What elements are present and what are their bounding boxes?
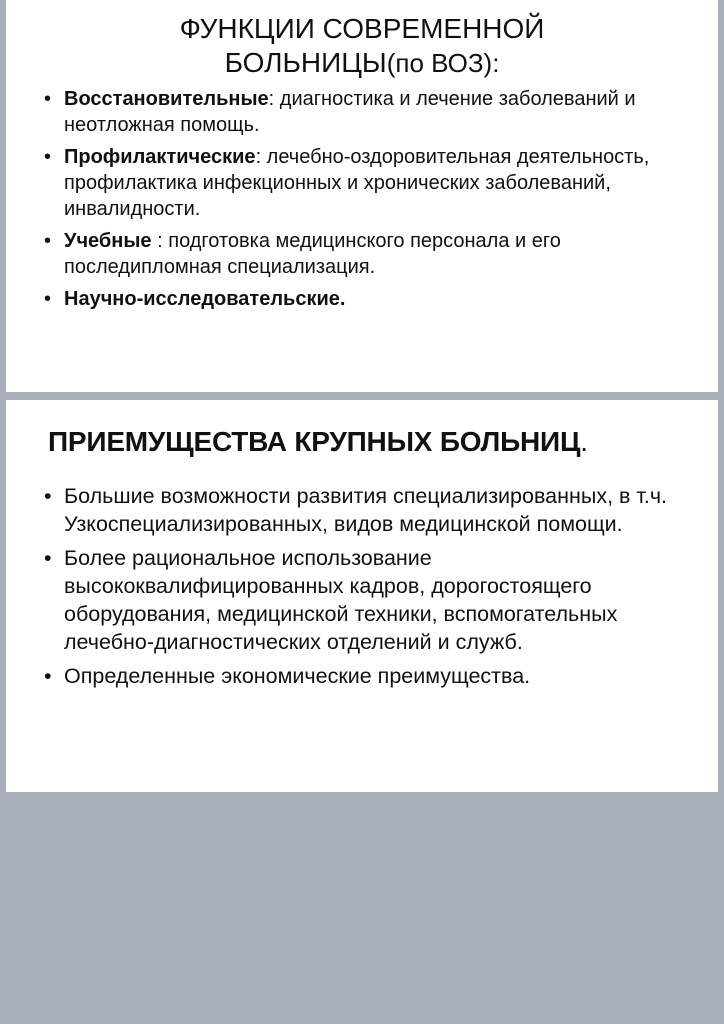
advantages-title-dot: . — [580, 426, 588, 457]
slide-advantages — [6, 400, 718, 792]
bullet-icon: • — [44, 288, 52, 310]
item-text: Большие возможности развития специализированных, в т.ч. Узкоспециализированных, видов медицинской помощи. — [64, 484, 668, 536]
bullet-icon: • — [44, 484, 52, 508]
functions-list — [6, 86, 718, 312]
list-item — [44, 144, 688, 222]
item-term: Учебные — [64, 230, 152, 252]
functions-title-paren: (по ВОЗ): — [386, 48, 500, 78]
bullet-icon: • — [44, 230, 52, 252]
advantages-list — [6, 482, 718, 690]
advantages-title-text: ПРИЕМУЩЕСТВА КРУПНЫХ БОЛЬНИЦ — [48, 426, 581, 457]
list-item — [44, 544, 688, 656]
item-text: Более рациональное использование высококвалифицированных кадров, дорогостоящего оборудования, медицинской техники, вспомогательных лечебно-диагностических отделений и служб. — [64, 546, 618, 654]
item-text: : лечебно-оздоровительная деятельность, профилактика инфекционных и хронических заболеваний, инвалидности. — [64, 146, 650, 220]
item-term: Научно-исследовательские. — [64, 288, 346, 310]
bullet-icon: • — [44, 546, 52, 570]
list-item — [44, 662, 688, 690]
item-text: : подготовка медицинского персонала и его последипломная специализация. — [64, 230, 561, 278]
item-text: : диагностика и лечение заболеваний и неотложная помощь. — [64, 88, 636, 136]
bullet-icon: • — [44, 664, 52, 688]
item-term: Восстановительные — [64, 88, 269, 110]
slide-functions — [6, 0, 718, 392]
list-item — [44, 286, 688, 312]
functions-title-line1: ФУНКЦИИ СОВРЕМЕННОЙ — [179, 13, 545, 44]
list-item — [44, 228, 688, 280]
list-item — [44, 482, 688, 538]
item-term: Профилактические — [64, 146, 256, 168]
bullet-icon: • — [44, 146, 52, 168]
functions-title — [6, 12, 718, 80]
list-item — [44, 86, 688, 138]
bullet-icon: • — [44, 88, 52, 110]
advantages-title — [48, 422, 718, 462]
functions-title-line2: БОЛЬНИЦЫ — [224, 47, 387, 78]
item-text: Определенные экономические преимущества. — [64, 664, 531, 688]
